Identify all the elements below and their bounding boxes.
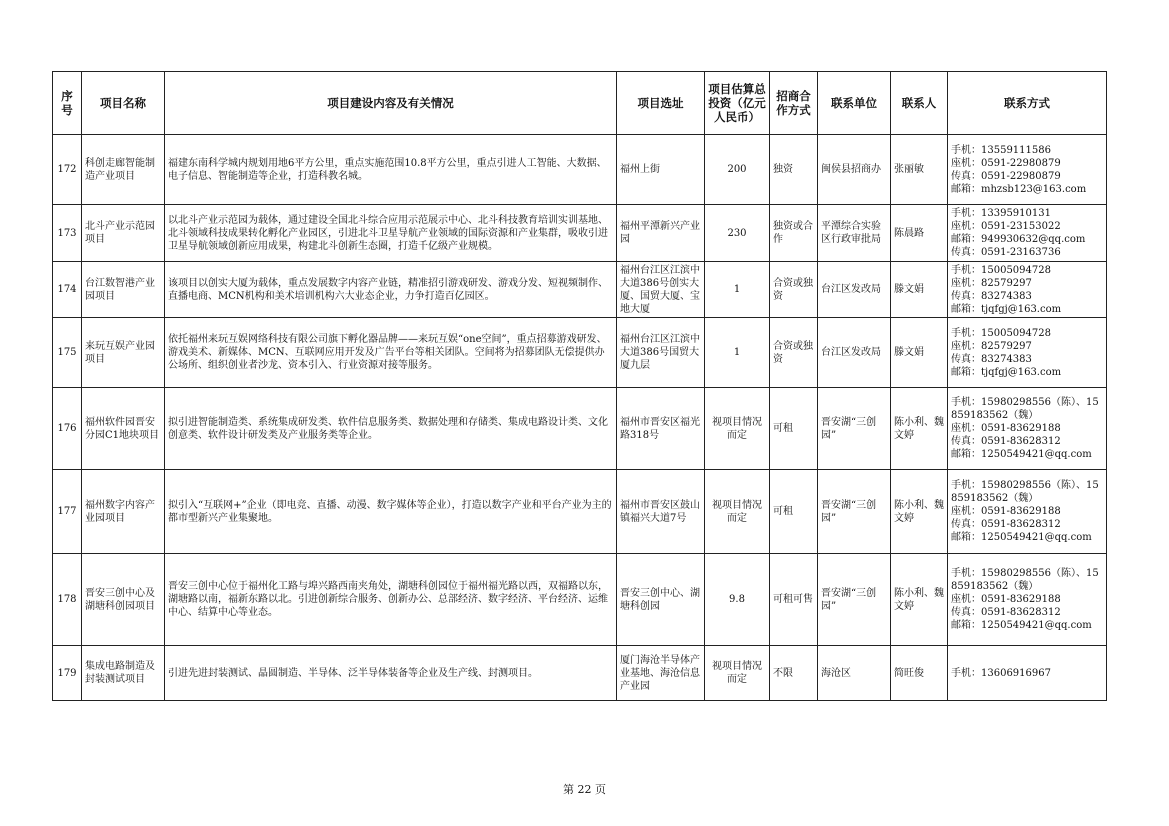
- table-row: [53, 470, 1107, 554]
- row-invest: 视项目情况而定: [705, 470, 770, 554]
- row-person: 陈小利、魏文婷: [891, 554, 948, 646]
- row-site: 厦门海沧半导体产业基地、海沧信息产业园: [617, 646, 705, 701]
- header-seq: 序号: [53, 72, 82, 135]
- row-contact: [948, 262, 1107, 318]
- contact-line: 邮箱：1250549421@qq.com: [951, 449, 1092, 460]
- row-person: 陈小利、魏文婷: [891, 388, 948, 470]
- row-content: 依托福州来玩互娱网络科技有限公司旗下孵化器品牌——来玩互娱“one空间”，重点招募游戏研发、游戏美术、新媒体、MCN、互联网应用开发及广告平台等相关团队。空间将为招募团队无偿提供办公场所、组织创业者沙龙、资本引入、行业资源对接等服务。: [165, 318, 617, 388]
- row-name: 集成电路制造及封装测试项目: [82, 646, 165, 701]
- contact-line: 座机：0591-83629188: [951, 594, 1061, 605]
- row-site: 福州平潭新兴产业园: [617, 205, 705, 262]
- row-name: 福州数字内容产业园项目: [82, 470, 165, 554]
- contact-line: 手机：13606916967: [951, 667, 1051, 679]
- row-seq: 174: [53, 262, 82, 318]
- row-person: 滕文娟: [891, 318, 948, 388]
- contact-line: 座机：82579297: [951, 340, 1032, 352]
- row-unit: 海沧区: [818, 646, 891, 701]
- contact-line: 传真：0591-83628312: [951, 607, 1061, 618]
- row-content: 晋安三创中心位于福州化工路与埠兴路西南夹角处，湖塘科创园位于福州福光路以西，双福路以东，湖塘路以南，福新东路以北。引进创新综合服务、创新办公、总部经济、数字经济、平台经济、运维中心、结算中心等业态。: [165, 554, 617, 646]
- row-site: 福州台江区江滨中大道386号创实大厦、国贸大厦、宝地大厦: [617, 262, 705, 318]
- project-table: [52, 71, 1107, 701]
- header-invest: 项目估算总投资（亿元人民币）: [705, 72, 770, 135]
- row-person: 陈小利、魏文婷: [891, 470, 948, 554]
- row-person: 陈晨路: [891, 205, 948, 262]
- row-person: 滕文娟: [891, 262, 948, 318]
- contact-line: 手机：13559111586: [951, 144, 1051, 156]
- contact-line: 手机：15005094728: [951, 264, 1051, 276]
- row-name: 台江数智港产业园项目: [82, 262, 165, 318]
- contact-line: 传真：0591-83628312: [951, 436, 1061, 447]
- row-content: 以北斗产业示范园为载体，通过建设全国北斗综合应用示范展示中心、北斗科技教育培训实训基地、北斗领域科技成果转化孵化产业园区，引进北斗卫星导航产业领域的国际资源和产业集群，吸收引进卫星导航领域创新应用成果，构建北斗创新生态圈，打造千亿级产业规模。: [165, 205, 617, 262]
- row-content: 引进先进封装测试、晶圆制造、半导体、泛半导体装备等企业及生产线、封测项目。: [165, 646, 617, 701]
- row-site: 福州上街: [617, 135, 705, 205]
- row-content: 拟引入“互联网+”企业（即电竞、直播、动漫、数字媒体等企业），打造以数字产业和平台产业为主的都市型新兴产业集聚地。: [165, 470, 617, 554]
- contact-line: 手机：15980298556（陈）、15859183562（魏）: [951, 568, 1099, 592]
- header-unit: 联系单位: [818, 72, 891, 135]
- row-unit: 闽侯县招商办: [818, 135, 891, 205]
- row-contact: [948, 554, 1107, 646]
- row-site: 晋安三创中心、湖塘科创园: [617, 554, 705, 646]
- contact-line: 邮箱：mhzsb123@163.com: [951, 183, 1087, 195]
- row-mode: 不限: [770, 646, 818, 701]
- row-mode: 独资: [770, 135, 818, 205]
- row-site: 福州市晋安区鼓山镇福兴大道7号: [617, 470, 705, 554]
- row-name: 福州软件园晋安分园C1地块项目: [82, 388, 165, 470]
- row-unit: 晋安湖“三创园”: [818, 554, 891, 646]
- table-row: [53, 554, 1107, 646]
- row-invest: 230: [705, 205, 770, 262]
- row-mode: 可租: [770, 470, 818, 554]
- row-invest: 9.8: [705, 554, 770, 646]
- row-invest: 1: [705, 262, 770, 318]
- header-person: 联系人: [891, 72, 948, 135]
- contact-line: 邮箱：1250549421@qq.com: [951, 532, 1092, 543]
- row-unit: 台江区发改局: [818, 262, 891, 318]
- row-name: 晋安三创中心及湖塘科创园项目: [82, 554, 165, 646]
- row-mode: 独资或合作: [770, 205, 818, 262]
- header-mode: 招商合作方式: [770, 72, 818, 135]
- row-seq: 173: [53, 205, 82, 262]
- row-content: 拟引进智能制造类、系统集成研发类、软件信息服务类、数据处理和存储类、集成电路设计类、文化创意类、软件设计研发类及产业服务类等企业。: [165, 388, 617, 470]
- row-mode: 可租可售: [770, 554, 818, 646]
- contact-line: 传真：0591-22980879: [951, 170, 1061, 182]
- row-name: 北斗产业示范园项目: [82, 205, 165, 262]
- contact-line: 手机：13395910131: [951, 208, 1051, 219]
- contact-line: 邮箱：tjqfgj@163.com: [951, 366, 1062, 378]
- header-content: 项目建设内容及有关情况: [165, 72, 617, 135]
- row-contact: [948, 646, 1107, 701]
- table-row: [53, 135, 1107, 205]
- row-person: 张丽敏: [891, 135, 948, 205]
- row-name: 来玩互娱产业园项目: [82, 318, 165, 388]
- row-mode: 合资或独资: [770, 318, 818, 388]
- table-header-row: [53, 72, 1107, 135]
- contact-line: 手机：15005094728: [951, 327, 1051, 339]
- table-row: [53, 262, 1107, 318]
- contact-line: 传真：83274383: [951, 290, 1032, 302]
- row-contact: [948, 470, 1107, 554]
- row-invest: 1: [705, 318, 770, 388]
- row-mode: 合资或独资: [770, 262, 818, 318]
- contact-line: 传真：0591-83628312: [951, 519, 1061, 530]
- contact-line: 座机：0591-22980879: [951, 157, 1061, 169]
- row-seq: 178: [53, 554, 82, 646]
- table-row: [53, 205, 1107, 262]
- contact-line: 邮箱：tjqfgj@163.com: [951, 303, 1062, 315]
- contact-line: 邮箱：949930632@qq.com: [951, 234, 1086, 245]
- row-invest: 200: [705, 135, 770, 205]
- contact-line: 座机：0591-23153022: [951, 221, 1061, 232]
- row-seq: 175: [53, 318, 82, 388]
- table-row: [53, 646, 1107, 701]
- row-contact: [948, 205, 1107, 262]
- header-site: 项目选址: [617, 72, 705, 135]
- row-unit: 台江区发改局: [818, 318, 891, 388]
- contact-line: 手机：15980298556（陈）、15859183562（魏）: [951, 480, 1099, 504]
- row-unit: 晋安湖“三创园”: [818, 388, 891, 470]
- contact-line: 传真：0591-23163736: [951, 247, 1061, 258]
- row-seq: 179: [53, 646, 82, 701]
- table-row: [53, 318, 1107, 388]
- row-content: 该项目以创实大厦为载体，重点发展数字内容产业链，精准招引游戏研发、游戏分发、短视频制作、直播电商、MCN机构和美术培训机构六大业态企业，力争打造百亿园区。: [165, 262, 617, 318]
- row-contact: [948, 135, 1107, 205]
- row-unit: 平潭综合实验区行政审批局: [818, 205, 891, 262]
- header-contact: 联系方式: [948, 72, 1107, 135]
- row-contact: [948, 388, 1107, 470]
- row-seq: 177: [53, 470, 82, 554]
- table-row: [53, 388, 1107, 470]
- row-invest: 视项目情况而定: [705, 646, 770, 701]
- contact-line: 座机：0591-83629188: [951, 423, 1061, 434]
- row-invest: 视项目情况而定: [705, 388, 770, 470]
- page-number: 第 22 页: [563, 783, 606, 796]
- contact-line: 座机：82579297: [951, 277, 1032, 289]
- row-seq: 176: [53, 388, 82, 470]
- row-person: 简旺俊: [891, 646, 948, 701]
- contact-line: 邮箱：1250549421@qq.com: [951, 620, 1092, 631]
- row-contact: [948, 318, 1107, 388]
- contact-line: 座机：0591-83629188: [951, 506, 1061, 517]
- row-site: 福州市晋安区福光路318号: [617, 388, 705, 470]
- row-unit: 晋安湖“三创园”: [818, 470, 891, 554]
- contact-line: 手机：15980298556（陈）、15859183562（魏）: [951, 397, 1099, 421]
- row-mode: 可租: [770, 388, 818, 470]
- row-site: 福州台江区江滨中大道386号国贸大厦九层: [617, 318, 705, 388]
- row-name: 科创走廊智能制造产业项目: [82, 135, 165, 205]
- contact-line: 传真：83274383: [951, 353, 1032, 365]
- row-content: 福建东南科学城内规划用地6平方公里，重点实施范围10.8平方公里，重点引进人工智能、大数据、电子信息、智能制造等企业，打造科教名城。: [165, 135, 617, 205]
- row-seq: 172: [53, 135, 82, 205]
- header-name: 项目名称: [82, 72, 165, 135]
